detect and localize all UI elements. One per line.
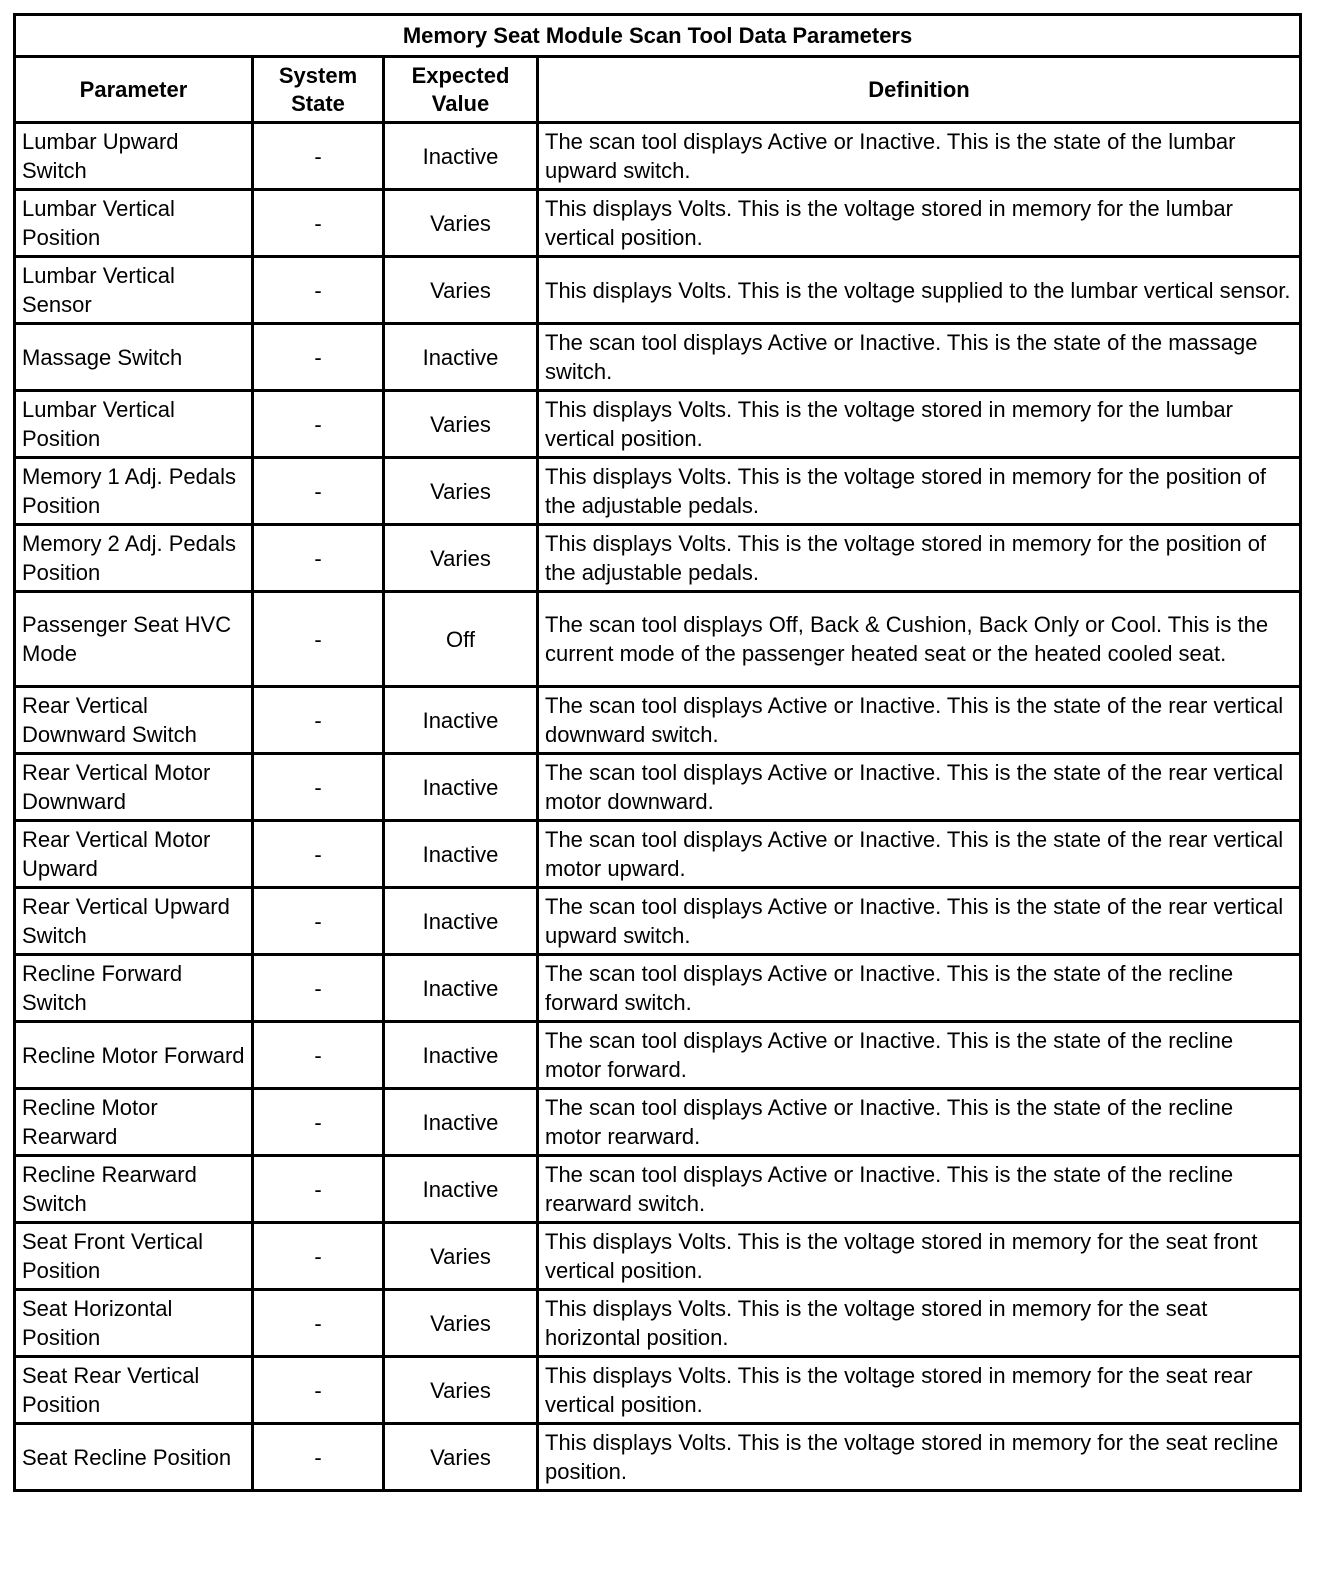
cell-definition: The scan tool displays Active or Inactive. This is the state of the recline rearward switch.	[538, 1156, 1301, 1223]
table-row	[15, 1223, 1301, 1290]
table-row	[15, 1089, 1301, 1156]
cell-parameter: Rear Vertical Motor Upward	[15, 821, 253, 888]
cell-system-state: -	[253, 592, 384, 687]
cell-parameter: Memory 2 Adj. Pedals Position	[15, 525, 253, 592]
table-row	[15, 1424, 1301, 1491]
cell-definition: The scan tool displays Active or Inactive. This is the state of the recline forward switch.	[538, 955, 1301, 1022]
table-row	[15, 1156, 1301, 1223]
cell-parameter: Recline Rearward Switch	[15, 1156, 253, 1223]
table-row	[15, 888, 1301, 955]
table-row	[15, 1022, 1301, 1089]
cell-definition: This displays Volts. This is the voltage stored in memory for the seat front vertical position.	[538, 1223, 1301, 1290]
header-expected-value: Expected Value	[384, 57, 538, 123]
cell-system-state: -	[253, 1424, 384, 1491]
cell-expected-value: Inactive	[384, 1089, 538, 1156]
cell-system-state: -	[253, 1156, 384, 1223]
cell-expected-value: Inactive	[384, 1156, 538, 1223]
header-system-state: System State	[253, 57, 384, 123]
cell-expected-value: Varies	[384, 458, 538, 525]
cell-expected-value: Varies	[384, 1424, 538, 1491]
cell-expected-value: Inactive	[384, 123, 538, 190]
cell-definition: This displays Volts. This is the voltage stored in memory for the seat horizontal position.	[538, 1290, 1301, 1357]
cell-system-state: -	[253, 955, 384, 1022]
cell-definition: The scan tool displays Active or Inactive. This is the state of the recline motor forward.	[538, 1022, 1301, 1089]
cell-definition: The scan tool displays Active or Inactive. This is the state of the massage switch.	[538, 324, 1301, 391]
cell-parameter: Recline Motor Rearward	[15, 1089, 253, 1156]
table-title-row	[15, 15, 1301, 57]
cell-expected-value: Varies	[384, 1357, 538, 1424]
cell-definition: The scan tool displays Active or Inactive. This is the state of the rear vertical downward switch.	[538, 687, 1301, 754]
table-body	[15, 123, 1301, 1491]
cell-system-state: -	[253, 1022, 384, 1089]
cell-system-state: -	[253, 1290, 384, 1357]
table-row	[15, 687, 1301, 754]
cell-definition: The scan tool displays Off, Back & Cushion, Back Only or Cool. This is the current mode of the passenger heated seat or the heated cooled seat.	[538, 592, 1301, 687]
cell-definition: This displays Volts. This is the voltage supplied to the lumbar vertical sensor.	[538, 257, 1301, 324]
table-row	[15, 190, 1301, 257]
table-row	[15, 821, 1301, 888]
cell-system-state: -	[253, 687, 384, 754]
cell-parameter: Lumbar Upward Switch	[15, 123, 253, 190]
cell-parameter: Recline Motor Forward	[15, 1022, 253, 1089]
table-row	[15, 1357, 1301, 1424]
cell-system-state: -	[253, 123, 384, 190]
table-header-row	[15, 57, 1301, 123]
cell-definition: This displays Volts. This is the voltage stored in memory for the position of the adjustable pedals.	[538, 458, 1301, 525]
cell-parameter: Recline Forward Switch	[15, 955, 253, 1022]
cell-parameter: Seat Horizontal Position	[15, 1290, 253, 1357]
cell-system-state: -	[253, 391, 384, 458]
cell-system-state: -	[253, 324, 384, 391]
cell-expected-value: Inactive	[384, 324, 538, 391]
cell-parameter: Rear Vertical Upward Switch	[15, 888, 253, 955]
cell-expected-value: Inactive	[384, 687, 538, 754]
table-row	[15, 592, 1301, 687]
cell-system-state: -	[253, 458, 384, 525]
cell-definition: This displays Volts. This is the voltage stored in memory for the position of the adjustable pedals.	[538, 525, 1301, 592]
cell-parameter: Passenger Seat HVC Mode	[15, 592, 253, 687]
cell-expected-value: Varies	[384, 190, 538, 257]
header-parameter: Parameter	[15, 57, 253, 123]
cell-expected-value: Inactive	[384, 955, 538, 1022]
cell-expected-value: Off	[384, 592, 538, 687]
cell-expected-value: Inactive	[384, 754, 538, 821]
cell-parameter: Seat Recline Position	[15, 1424, 253, 1491]
cell-expected-value: Inactive	[384, 888, 538, 955]
cell-parameter: Memory 1 Adj. Pedals Position	[15, 458, 253, 525]
cell-system-state: -	[253, 754, 384, 821]
table-row	[15, 525, 1301, 592]
cell-parameter: Lumbar Vertical Sensor	[15, 257, 253, 324]
cell-definition: The scan tool displays Active or Inactive. This is the state of the rear vertical motor downward.	[538, 754, 1301, 821]
cell-expected-value: Inactive	[384, 821, 538, 888]
cell-parameter: Rear Vertical Downward Switch	[15, 687, 253, 754]
cell-definition: This displays Volts. This is the voltage stored in memory for the seat rear vertical position.	[538, 1357, 1301, 1424]
cell-system-state: -	[253, 1089, 384, 1156]
cell-parameter: Seat Rear Vertical Position	[15, 1357, 253, 1424]
cell-definition: The scan tool displays Active or Inactive. This is the state of the recline motor rearward.	[538, 1089, 1301, 1156]
cell-definition: The scan tool displays Active or Inactive. This is the state of the rear vertical motor upward.	[538, 821, 1301, 888]
cell-definition: This displays Volts. This is the voltage stored in memory for the lumbar vertical position.	[538, 391, 1301, 458]
table-row	[15, 1290, 1301, 1357]
cell-definition: This displays Volts. This is the voltage stored in memory for the lumbar vertical position.	[538, 190, 1301, 257]
table-row	[15, 391, 1301, 458]
cell-parameter: Massage Switch	[15, 324, 253, 391]
cell-system-state: -	[253, 257, 384, 324]
cell-system-state: -	[253, 1223, 384, 1290]
cell-expected-value: Varies	[384, 525, 538, 592]
cell-parameter: Lumbar Vertical Position	[15, 391, 253, 458]
cell-expected-value: Inactive	[384, 1022, 538, 1089]
cell-parameter: Rear Vertical Motor Downward	[15, 754, 253, 821]
cell-expected-value: Varies	[384, 1290, 538, 1357]
cell-system-state: -	[253, 1357, 384, 1424]
cell-definition: The scan tool displays Active or Inactive. This is the state of the rear vertical upward switch.	[538, 888, 1301, 955]
cell-system-state: -	[253, 888, 384, 955]
table-row	[15, 123, 1301, 190]
table-row	[15, 754, 1301, 821]
scan-tool-data-table	[13, 13, 1302, 1492]
cell-parameter: Seat Front Vertical Position	[15, 1223, 253, 1290]
cell-parameter: Lumbar Vertical Position	[15, 190, 253, 257]
table-title: Memory Seat Module Scan Tool Data Parameters	[15, 15, 1301, 57]
cell-system-state: -	[253, 821, 384, 888]
cell-expected-value: Varies	[384, 391, 538, 458]
cell-system-state: -	[253, 190, 384, 257]
cell-system-state: -	[253, 525, 384, 592]
table-row	[15, 257, 1301, 324]
cell-definition: This displays Volts. This is the voltage stored in memory for the seat recline position.	[538, 1424, 1301, 1491]
table-row	[15, 324, 1301, 391]
table-row	[15, 955, 1301, 1022]
table-row	[15, 458, 1301, 525]
header-definition: Definition	[538, 57, 1301, 123]
cell-expected-value: Varies	[384, 257, 538, 324]
cell-definition: The scan tool displays Active or Inactive. This is the state of the lumbar upward switch.	[538, 123, 1301, 190]
cell-expected-value: Varies	[384, 1223, 538, 1290]
